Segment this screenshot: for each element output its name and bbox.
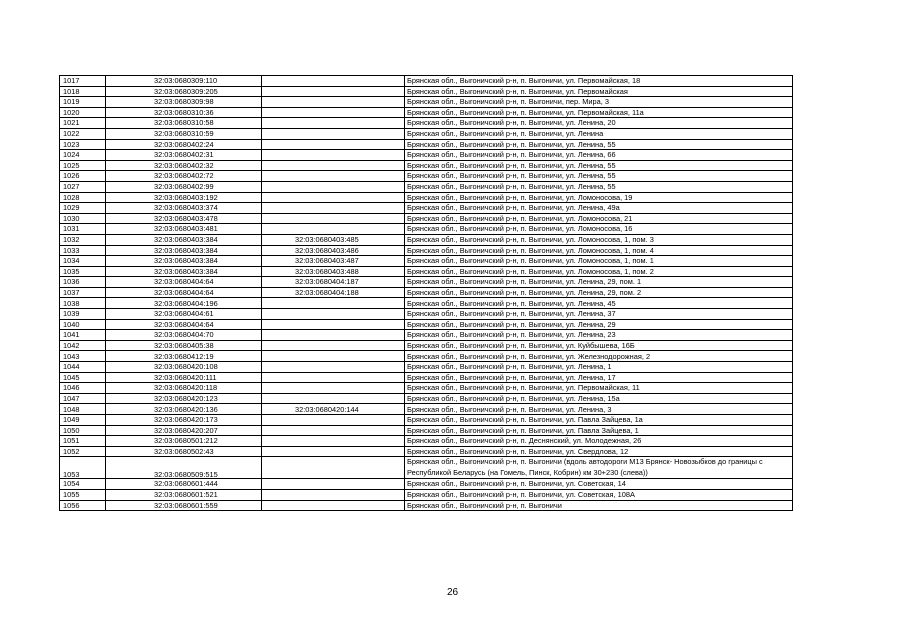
cadastral-number-cell: 32:03:0680403:384 [106, 266, 262, 277]
row-number-cell: 1027 [60, 181, 106, 192]
cadastral-number-cell: 32:03:0680402:72 [106, 171, 262, 182]
cadastral-number-cell: 32:03:0680402:99 [106, 181, 262, 192]
address-cell: Брянская обл., Выгоничский р-н, п. Выгоничи, ул. Ломоносова, 1, пом. 1 [405, 256, 793, 267]
table-row [60, 213, 793, 224]
table-row [60, 203, 793, 214]
row-number-cell: 1024 [60, 150, 106, 161]
table-row [60, 277, 793, 288]
related-cadastral-number-cell: 32:03:0680403:488 [262, 266, 405, 277]
table-row [60, 330, 793, 341]
address-cell: Брянская обл., Выгоничский р-н, п. Выгоничи, ул. Советская, 14 [405, 479, 793, 490]
related-cadastral-number-cell [262, 479, 405, 490]
row-number-cell: 1045 [60, 372, 106, 383]
row-number-cell: 1023 [60, 139, 106, 150]
related-cadastral-number-cell [262, 351, 405, 362]
row-number-cell: 1031 [60, 224, 106, 235]
cadastral-number-cell: 32:03:0680404:64 [106, 277, 262, 288]
row-number-cell: 1039 [60, 309, 106, 320]
table-row [60, 383, 793, 394]
table-row [60, 287, 793, 298]
address-cell: Брянская обл., Выгоничский р-н, п. Выгоничи, ул. Первомайская, 11 [405, 383, 793, 394]
row-number-cell: 1035 [60, 266, 106, 277]
row-number-cell: 1032 [60, 234, 106, 245]
address-cell: Брянская обл., Выгоничский р-н, п. Выгоничи, ул. Ломоносова, 16 [405, 224, 793, 235]
address-cell: Брянская обл., Выгоничский р-н, п. Выгоничи, ул. Ленина, 45 [405, 298, 793, 309]
address-cell: Брянская обл., Выгоничский р-н, п. Выгоничи, ул. Ленина, 55 [405, 160, 793, 171]
address-cell: Брянская обл., Выгоничский р-н, п. Выгоничи, ул. Ленина, 1 [405, 362, 793, 373]
cadastral-number-cell: 32:03:0680601:521 [106, 489, 262, 500]
address-cell: Брянская обл., Выгоничский р-н, п. Выгоничи, ул. Павла Зайцева, 1 [405, 425, 793, 436]
cadastral-number-cell: 32:03:0680404:61 [106, 309, 262, 320]
table-row [60, 298, 793, 309]
address-cell: Брянская обл., Выгоничский р-н, п. Выгоничи, ул. Ленина, 29, пом. 2 [405, 287, 793, 298]
address-cell: Брянская обл., Выгоничский р-н, п. Выгоничи, ул. Ленина, 37 [405, 309, 793, 320]
cadastral-number-cell: 32:03:0680403:192 [106, 192, 262, 203]
related-cadastral-number-cell [262, 362, 405, 373]
table-row [60, 362, 793, 373]
related-cadastral-number-cell [262, 128, 405, 139]
address-cell: Брянская обл., Выгоничский р-н, п. Выгоничи, ул. Ленина, 15а [405, 393, 793, 404]
row-number-cell: 1037 [60, 287, 106, 298]
cadastral-number-cell: 32:03:0680502:43 [106, 446, 262, 457]
address-cell: Брянская обл., Выгоничский р-н, п. Выгоничи, ул. Павла Зайцева, 1а [405, 415, 793, 426]
related-cadastral-number-cell [262, 224, 405, 235]
related-cadastral-number-cell: 32:03:0680420:144 [262, 404, 405, 415]
related-cadastral-number-cell [262, 319, 405, 330]
table-row [60, 393, 793, 404]
related-cadastral-number-cell [262, 97, 405, 108]
cadastral-number-cell: 32:03:0680403:481 [106, 224, 262, 235]
address-cell: Брянская обл., Выгоничский р-н, п. Выгоничи, ул. Ленина, 23 [405, 330, 793, 341]
table-row [60, 436, 793, 447]
table-row [60, 457, 793, 479]
address-cell: Брянская обл., Выгоничский р-н, п. Выгоничи, пер. Мира, 3 [405, 97, 793, 108]
related-cadastral-number-cell [262, 446, 405, 457]
row-number-cell: 1034 [60, 256, 106, 267]
address-cell: Брянская обл., Выгоничский р-н, п. Выгоничи, ул. Ленина, 66 [405, 150, 793, 161]
table-row [60, 160, 793, 171]
table-row [60, 76, 793, 87]
cadastral-number-cell: 32:03:0680404:64 [106, 287, 262, 298]
table-row [60, 150, 793, 161]
row-number-cell: 1050 [60, 425, 106, 436]
related-cadastral-number-cell [262, 457, 405, 479]
table-row [60, 372, 793, 383]
table-row [60, 224, 793, 235]
address-cell: Брянская обл., Выгоничский р-н, п. Деснянский, ул. Молодежная, 26 [405, 436, 793, 447]
row-number-cell: 1026 [60, 171, 106, 182]
table-row [60, 171, 793, 182]
row-number-cell: 1028 [60, 192, 106, 203]
row-number-cell: 1025 [60, 160, 106, 171]
table-row [60, 479, 793, 490]
address-cell: Брянская обл., Выгоничский р-н, п. Выгоничи, ул. Ленина, 29, пом. 1 [405, 277, 793, 288]
cadastral-number-cell: 32:03:0680420:207 [106, 425, 262, 436]
row-number-cell: 1055 [60, 489, 106, 500]
related-cadastral-number-cell [262, 139, 405, 150]
cadastral-number-cell: 32:03:0680310:59 [106, 128, 262, 139]
related-cadastral-number-cell [262, 298, 405, 309]
address-cell: Брянская обл., Выгоничский р-н, п. Выгоничи, ул. Первомайская, 11а [405, 107, 793, 118]
cadastral-number-cell: 32:03:0680309:110 [106, 76, 262, 87]
cadastral-number-cell: 32:03:0680402:31 [106, 150, 262, 161]
property-table [59, 75, 793, 511]
cadastral-number-cell: 32:03:0680403:384 [106, 256, 262, 267]
row-number-cell: 1018 [60, 86, 106, 97]
table-row [60, 192, 793, 203]
address-cell: Брянская обл., Выгоничский р-н, п. Выгоничи, ул. Ленина, 17 [405, 372, 793, 383]
cadastral-number-cell: 32:03:0680309:205 [106, 86, 262, 97]
cadastral-number-cell: 32:03:0680420:108 [106, 362, 262, 373]
cadastral-number-cell: 32:03:0680404:196 [106, 298, 262, 309]
related-cadastral-number-cell: 32:03:0680403:486 [262, 245, 405, 256]
related-cadastral-number-cell [262, 425, 405, 436]
related-cadastral-number-cell [262, 76, 405, 87]
table-row [60, 425, 793, 436]
related-cadastral-number-cell [262, 192, 405, 203]
row-number-cell: 1040 [60, 319, 106, 330]
related-cadastral-number-cell [262, 330, 405, 341]
related-cadastral-number-cell [262, 181, 405, 192]
related-cadastral-number-cell: 32:03:0680403:487 [262, 256, 405, 267]
related-cadastral-number-cell [262, 203, 405, 214]
cadastral-number-cell: 32:03:0680403:374 [106, 203, 262, 214]
cadastral-number-cell: 32:03:0680420:123 [106, 393, 262, 404]
related-cadastral-number-cell [262, 393, 405, 404]
address-cell: Брянская обл., Выгоничский р-н, п. Выгоничи, ул. Ленина, 29 [405, 319, 793, 330]
row-number-cell: 1017 [60, 76, 106, 87]
table-row [60, 319, 793, 330]
row-number-cell: 1038 [60, 298, 106, 309]
table-row [60, 351, 793, 362]
row-number-cell: 1029 [60, 203, 106, 214]
cadastral-number-cell: 32:03:0680405:38 [106, 340, 262, 351]
related-cadastral-number-cell: 32:03:0680404:188 [262, 287, 405, 298]
table-row [60, 266, 793, 277]
related-cadastral-number-cell [262, 489, 405, 500]
cadastral-number-cell: 32:03:0680412:19 [106, 351, 262, 362]
cadastral-number-cell: 32:03:0680501:212 [106, 436, 262, 447]
row-number-cell: 1046 [60, 383, 106, 394]
table-row [60, 118, 793, 129]
related-cadastral-number-cell: 32:03:0680404:187 [262, 277, 405, 288]
related-cadastral-number-cell [262, 500, 405, 511]
cadastral-number-cell: 32:03:0680403:384 [106, 245, 262, 256]
related-cadastral-number-cell [262, 160, 405, 171]
cadastral-number-cell: 32:03:0680404:70 [106, 330, 262, 341]
related-cadastral-number-cell [262, 150, 405, 161]
table-body [60, 76, 793, 511]
page-number: 26 [446, 587, 459, 598]
table-row [60, 86, 793, 97]
cadastral-number-cell: 32:03:0680310:36 [106, 107, 262, 118]
address-cell: Брянская обл., Выгоничский р-н, п. Выгоничи, ул. Свердлова, 12 [405, 446, 793, 457]
address-cell: Брянская обл., Выгоничский р-н, п. Выгоничи, ул. Ленина, 55 [405, 171, 793, 182]
address-cell: Брянская обл., Выгоничский р-н, п. Выгоничи [405, 500, 793, 511]
row-number-cell: 1052 [60, 446, 106, 457]
cadastral-number-cell: 32:03:0680404:64 [106, 319, 262, 330]
row-number-cell: 1051 [60, 436, 106, 447]
address-cell: Брянская обл., Выгоничский р-н, п. Выгоничи, ул. Первомайская [405, 86, 793, 97]
row-number-cell: 1019 [60, 97, 106, 108]
row-number-cell: 1030 [60, 213, 106, 224]
cadastral-number-cell: 32:03:0680420:173 [106, 415, 262, 426]
table-row [60, 415, 793, 426]
table-row [60, 404, 793, 415]
row-number-cell: 1041 [60, 330, 106, 341]
related-cadastral-number-cell [262, 118, 405, 129]
row-number-cell: 1022 [60, 128, 106, 139]
row-number-cell: 1048 [60, 404, 106, 415]
related-cadastral-number-cell [262, 436, 405, 447]
row-number-cell: 1021 [60, 118, 106, 129]
related-cadastral-number-cell [262, 383, 405, 394]
row-number-cell: 1043 [60, 351, 106, 362]
address-cell: Брянская обл., Выгоничский р-н, п. Выгоничи, ул. Советская, 108А [405, 489, 793, 500]
address-cell: Брянская обл., Выгоничский р-н, п. Выгоничи, ул. Ленина, 55 [405, 139, 793, 150]
related-cadastral-number-cell [262, 372, 405, 383]
row-number-cell: 1056 [60, 500, 106, 511]
address-cell: Брянская обл., Выгоничский р-н, п. Выгоничи, ул. Железнодорожная, 2 [405, 351, 793, 362]
table-row [60, 139, 793, 150]
cadastral-number-cell: 32:03:0680309:98 [106, 97, 262, 108]
related-cadastral-number-cell [262, 309, 405, 320]
table-row [60, 446, 793, 457]
row-number-cell: 1042 [60, 340, 106, 351]
table-row [60, 97, 793, 108]
address-cell: Брянская обл., Выгоничский р-н, п. Выгоничи, ул. Ленина [405, 128, 793, 139]
table-row [60, 128, 793, 139]
cadastral-number-cell: 32:03:0680420:111 [106, 372, 262, 383]
cadastral-number-cell: 32:03:0680420:118 [106, 383, 262, 394]
table-row [60, 340, 793, 351]
address-cell: Брянская обл., Выгоничский р-н, п. Выгоничи (вдоль автодороги М13 Брянск- Новозыбков до границы с Республикой Беларусь (на Гомель, Пинск, Кобрин) км 30+230 (слева)) [405, 457, 793, 479]
address-cell: Брянская обл., Выгоничский р-н, п. Выгоничи, ул. Ломоносова, 1, пом. 4 [405, 245, 793, 256]
cadastral-number-cell: 32:03:0680310:58 [106, 118, 262, 129]
table-row [60, 245, 793, 256]
address-cell: Брянская обл., Выгоничский р-н, п. Выгоничи, ул. Ломоносова, 19 [405, 192, 793, 203]
related-cadastral-number-cell: 32:03:0680403:485 [262, 234, 405, 245]
address-cell: Брянская обл., Выгоничский р-н, п. Выгоничи, ул. Ленина, 55 [405, 181, 793, 192]
address-cell: Брянская обл., Выгоничский р-н, п. Выгоничи, ул. Ленина, 49а [405, 203, 793, 214]
table-row [60, 256, 793, 267]
table-row [60, 181, 793, 192]
address-cell: Брянская обл., Выгоничский р-н, п. Выгоничи, ул. Первомайская, 18 [405, 76, 793, 87]
row-number-cell: 1020 [60, 107, 106, 118]
related-cadastral-number-cell [262, 415, 405, 426]
related-cadastral-number-cell [262, 107, 405, 118]
cadastral-number-cell: 32:03:0680420:136 [106, 404, 262, 415]
address-cell: Брянская обл., Выгоничский р-н, п. Выгоничи, ул. Ленина, 20 [405, 118, 793, 129]
address-cell: Брянская обл., Выгоничский р-н, п. Выгоничи, ул. Ломоносова, 1, пом. 3 [405, 234, 793, 245]
address-cell: Брянская обл., Выгоничский р-н, п. Выгоничи, ул. Ломоносова, 21 [405, 213, 793, 224]
cadastral-number-cell: 32:03:0680509:515 [106, 457, 262, 479]
address-cell: Брянская обл., Выгоничский р-н, п. Выгоничи, ул. Ломоносова, 1, пом. 2 [405, 266, 793, 277]
row-number-cell: 1036 [60, 277, 106, 288]
row-number-cell: 1033 [60, 245, 106, 256]
row-number-cell: 1044 [60, 362, 106, 373]
table-row [60, 107, 793, 118]
cadastral-number-cell: 32:03:0680403:384 [106, 234, 262, 245]
address-cell: Брянская обл., Выгоничский р-н, п. Выгоничи, ул. Куйбышева, 16Б [405, 340, 793, 351]
row-number-cell: 1054 [60, 479, 106, 490]
related-cadastral-number-cell [262, 340, 405, 351]
address-cell: Брянская обл., Выгоничский р-н, п. Выгоничи, ул. Ленина, 3 [405, 404, 793, 415]
cadastral-number-cell: 32:03:0680402:24 [106, 139, 262, 150]
related-cadastral-number-cell [262, 86, 405, 97]
cadastral-number-cell: 32:03:0680601:559 [106, 500, 262, 511]
table-row [60, 500, 793, 511]
row-number-cell: 1049 [60, 415, 106, 426]
table-row [60, 234, 793, 245]
related-cadastral-number-cell [262, 213, 405, 224]
row-number-cell: 1053 [60, 457, 106, 479]
related-cadastral-number-cell [262, 171, 405, 182]
table-row [60, 309, 793, 320]
cadastral-number-cell: 32:03:0680402:32 [106, 160, 262, 171]
row-number-cell: 1047 [60, 393, 106, 404]
cadastral-number-cell: 32:03:0680601:444 [106, 479, 262, 490]
cadastral-number-cell: 32:03:0680403:478 [106, 213, 262, 224]
table-row [60, 489, 793, 500]
